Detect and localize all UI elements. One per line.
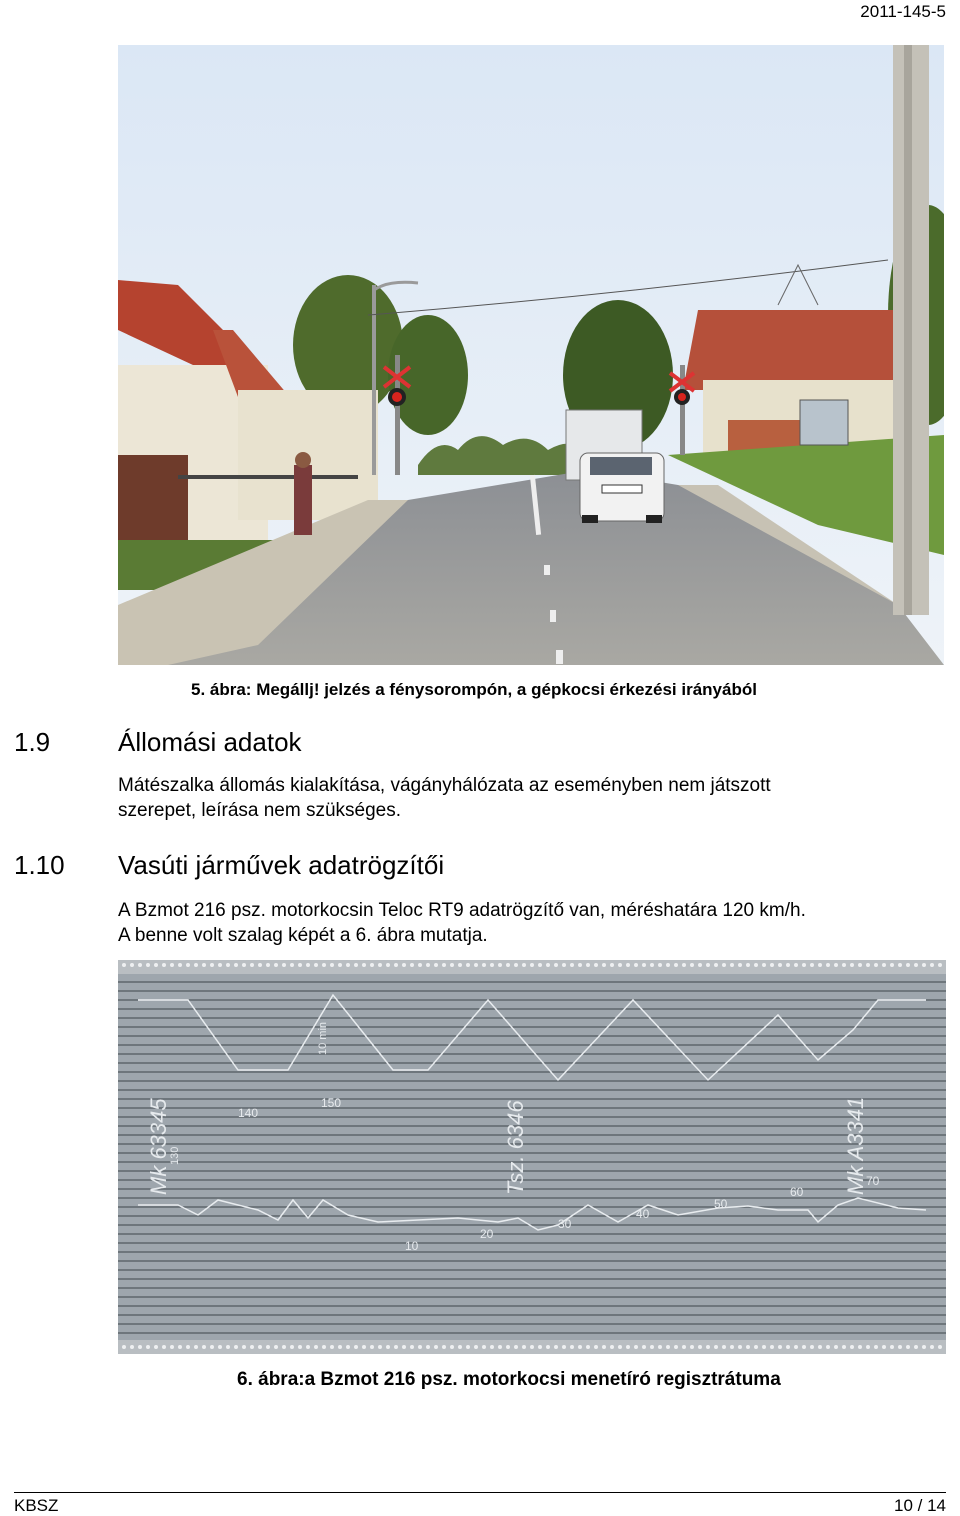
section-heading-1-10 — [14, 850, 444, 881]
speed-recorder-tape-image — [118, 960, 946, 1354]
railway-crossing-photo — [118, 45, 944, 665]
tape-label: 70 — [866, 1174, 880, 1188]
tape-label: 50 — [714, 1197, 728, 1211]
document-id: 2011-145-5 — [860, 2, 946, 21]
paragraph-line: A benne volt szalag képét a 6. ábra mutatja. — [118, 925, 488, 946]
section-title: Vasúti járművek adatrögzítői — [118, 850, 445, 880]
tape-label: 10 min — [317, 1021, 329, 1055]
tape-label: 40 — [636, 1207, 650, 1221]
tape-label: 30 — [558, 1217, 572, 1231]
tape-label: 10 — [405, 1239, 419, 1253]
section-1-9-paragraph — [118, 773, 771, 823]
paragraph-line: Mátészalka állomás kialakítása, vágányhálózata az eseményben nem játszott — [118, 775, 771, 796]
tape-handwriting: Mk A3341 — [843, 1096, 868, 1195]
footer-divider — [14, 1492, 946, 1493]
section-title: Állomási adatok — [118, 727, 302, 757]
paragraph-line: szerepet, leírása nem szükséges. — [118, 800, 402, 821]
figure5-caption: 5. ábra: Megállj! jelzés a fénysorompón, a gépkocsi érkezési irányából — [191, 680, 757, 699]
tape-label: 150 — [321, 1096, 342, 1110]
section-heading-1-9 — [14, 727, 302, 758]
section-number: 1.10 — [14, 850, 65, 880]
tape-label: 60 — [790, 1185, 804, 1199]
section-1-10-paragraph — [118, 898, 806, 948]
paragraph-line: A Bzmot 216 psz. motorkocsin Teloc RT9 adatrögzítő van, méréshatára 120 km/h. — [118, 900, 806, 921]
figure6-caption: 6. ábra:a Bzmot 216 psz. motorkocsi menetíró regisztrátuma — [237, 1369, 781, 1390]
section-number: 1.9 — [14, 727, 51, 757]
page-number: 10 / 14 — [894, 1496, 946, 1515]
tape-handwriting: Tsz. 6346 — [503, 1100, 528, 1195]
tape-label: 20 — [480, 1227, 494, 1241]
tape-label: 140 — [238, 1106, 259, 1120]
tape-handwriting: Mk 63345 — [146, 1098, 171, 1195]
tape-label: 130 — [169, 1146, 181, 1165]
footer-org: KBSZ — [14, 1496, 59, 1515]
